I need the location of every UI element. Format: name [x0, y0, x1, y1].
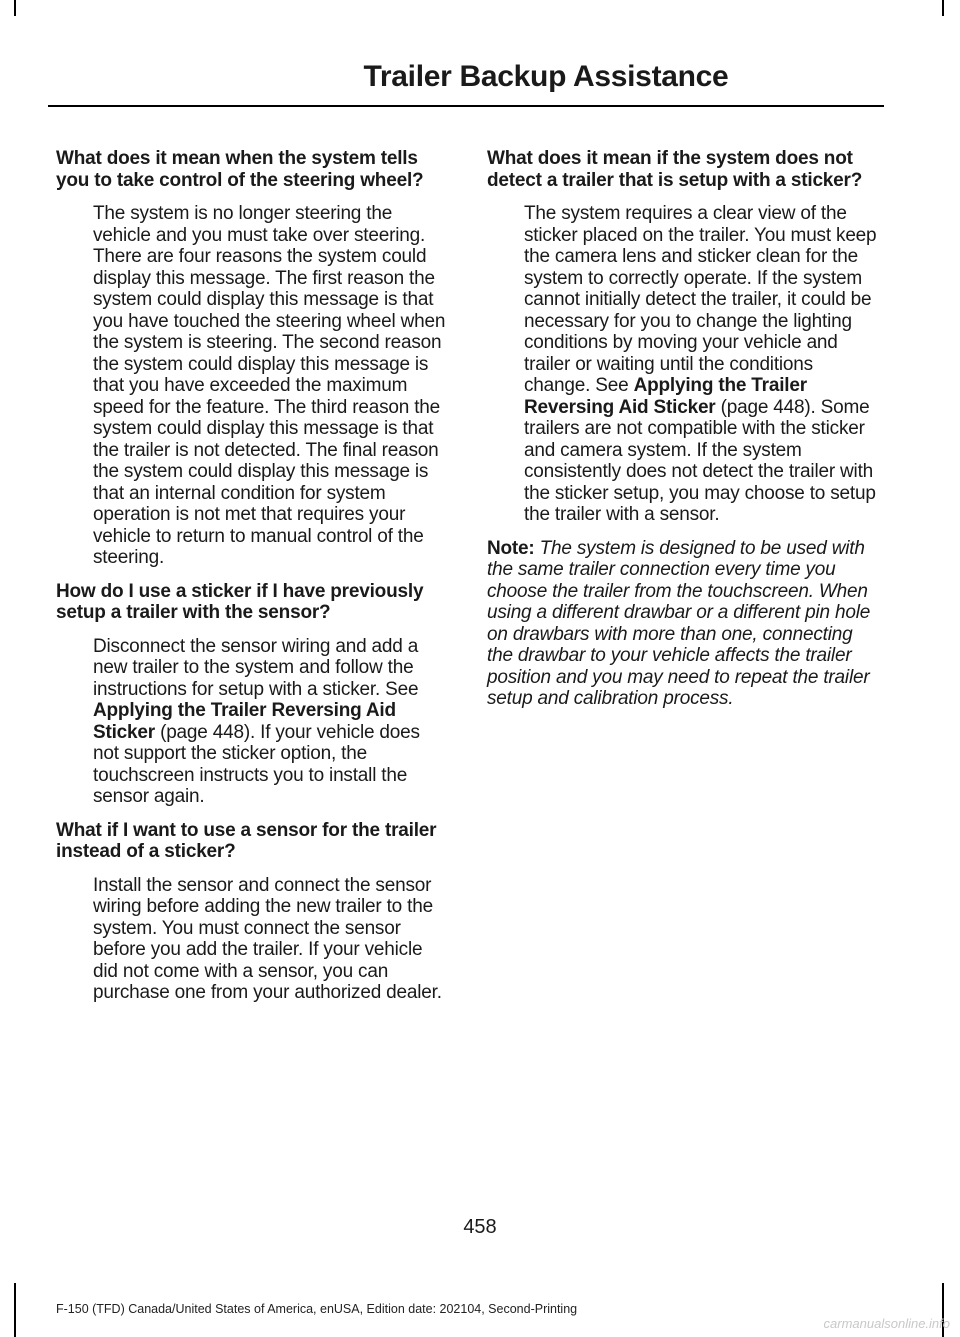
faq-answer: [93, 636, 448, 808]
answer-text: The system requires a clear view of the sticker placed on the trailer. You must keep the camera lens and sticker clean for the system to correctly operate. If the system cannot initially detect the trailer, it could be necessary for you to change the lighting conditions by moving your vehicle and trailer or waiting until the conditions change. See: [524, 203, 877, 396]
title-divider: [48, 105, 884, 107]
note-label: Note:: [487, 537, 535, 559]
crop-mark-top-left: [14, 0, 16, 16]
faq-question: What does it mean when the system tells you to take control of the steering wheel?: [56, 148, 424, 191]
page-number: 458: [463, 1216, 497, 1238]
faq-question: How do I use a sticker if I have previously setup a trailer with the sensor?: [56, 580, 424, 623]
cross-reference-link[interactable]: Applying the Trailer Reversing Aid Sticker: [524, 375, 807, 418]
crop-mark-bottom-left: [14, 1283, 16, 1337]
answer-text: (page 448). Some trailers are not compatible with the sticker and camera system. If the system consistently does not detect the trailer with the sticker setup, you may choose to setup the trailer with a sensor.: [524, 396, 876, 525]
right-column: [487, 148, 879, 710]
crop-mark-top-right: [942, 0, 944, 16]
answer-text: Disconnect the sensor wiring and add a new trailer to the system and follow the instructions for setup with a sticker. See: [93, 635, 419, 700]
faq-question: What does it mean if the system does not detect a trailer that is setup with a sticker?: [487, 148, 863, 191]
note-paragraph: [487, 538, 879, 710]
faq-answer: Install the sensor and connect the sensor wiring before adding the new trailer to the system. You must connect the sensor before you add the trailer. If your vehicle did not come with a sensor, you can purchase one from your authorized dealer.: [93, 874, 442, 1003]
cross-reference-link[interactable]: Applying the Trailer Reversing Aid Sticker: [93, 700, 396, 743]
edition-footer: F-150 (TFD) Canada/United States of America, enUSA, Edition date: 202104, Second-Printing: [56, 1302, 578, 1316]
faq-answer: The system is no longer steering the vehicle and you must take over steering. There are four reasons the system could display this message. The first reason the system could display this message is that you have touched the steering wheel when the system is steering. The second reason the system could display this message is that you have exceeded the maximum speed for the feature. The third reason the system could display this message is that the trailer is not detected. The final reason the system could display this message is that an internal condition for system operation is not met that requires your vehicle to return to manual control of the steering.: [93, 203, 446, 568]
left-column: [56, 148, 448, 1016]
watermark: carmanualsonline.info: [823, 1316, 950, 1331]
answer-text: (page 448). If your vehicle does not support the sticker option, the touchscreen instructs you to install the sensor again.: [93, 721, 420, 807]
faq-answer: [524, 203, 879, 526]
faq-question: What if I want to use a sensor for the trailer instead of a sticker?: [56, 819, 437, 862]
page-title: Trailer Backup Assistance: [363, 60, 729, 93]
note-text: The system is designed to be used with the same trailer connection every time you choose the trailer from the touchscreen. When using a different drawbar or a different pin hole on drawbars with more than one, connecting the drawbar to your vehicle affects the trailer position and you may need to repeat the trailer setup and calibration process.: [487, 537, 871, 709]
